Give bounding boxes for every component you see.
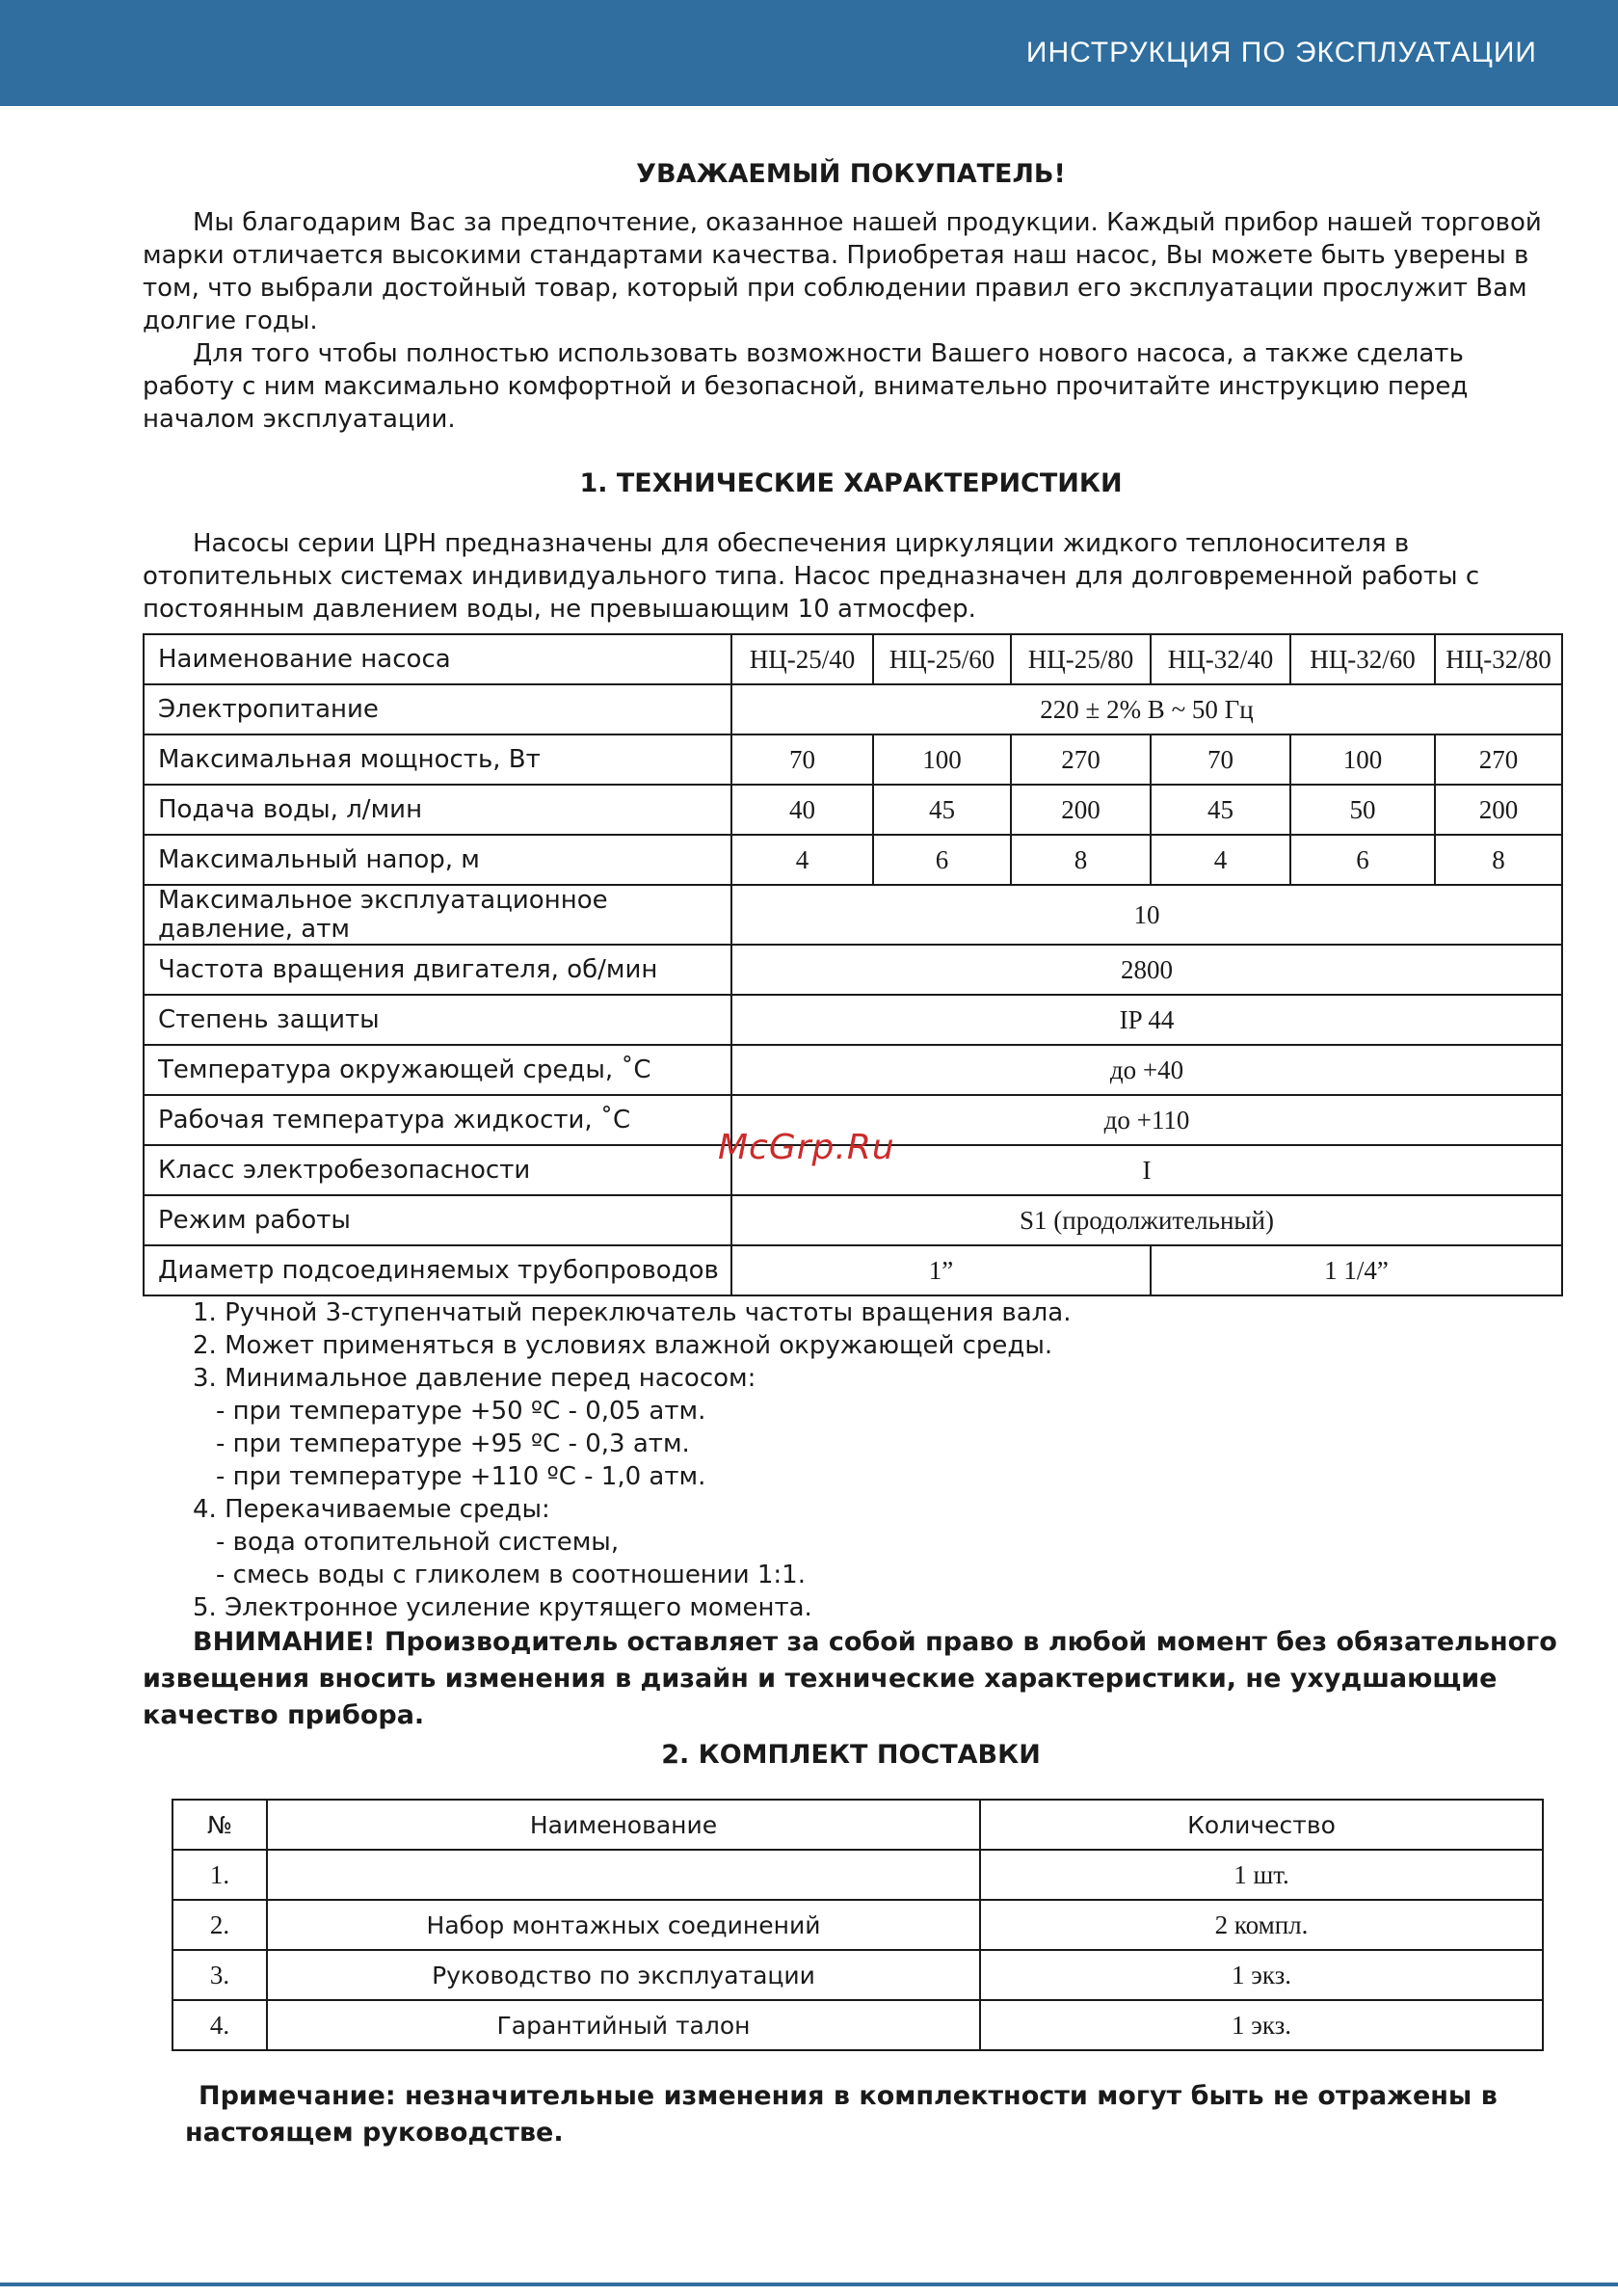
spec-value: 8 [1011, 835, 1151, 885]
header-bar [0, 0, 1618, 106]
note-subitem: - при температуре +110 ºС - 1,0 атм. [216, 1462, 706, 1491]
section-1-intro: Насосы серии ЦРН предназначены для обеспечения циркуляции жидкого теплоносителя в отопительных системах индивидуального типа. Насос предназначен для долговременной работы с постоянным давлением воды, не превышающим 10 атмосфер. [143, 529, 1480, 624]
kit-qty: 1 экз. [980, 2000, 1543, 2050]
spec-label: Максимальный напор, м [144, 835, 731, 885]
spec-value: I [731, 1145, 1562, 1195]
kit-row [172, 1900, 1543, 1950]
spec-label: Рабочая температура жидкости, ˚С [144, 1095, 731, 1145]
kit-name [267, 1850, 980, 1900]
spec-value: 40 [731, 785, 873, 835]
spec-value: 270 [1011, 734, 1151, 785]
spec-value: 270 [1435, 734, 1562, 785]
spec-row-flow [144, 785, 1562, 835]
spec-value: 1” [731, 1245, 1151, 1295]
spec-row-rpm [144, 945, 1562, 995]
spec-value: до +40 [731, 1045, 1562, 1095]
kit-header-num: № [172, 1800, 267, 1850]
greeting-paragraph-2: Для того чтобы полностью использовать возможности Вашего нового насоса, а также сделать работу с ним максимально комфортной и безопасной, внимательно прочитайте инструкцию перед началом эксплуатации. [143, 339, 1469, 434]
spec-table [143, 633, 1563, 1296]
spec-value: 8 [1435, 835, 1562, 885]
section-1-title: 1. ТЕХНИЧЕСКИЕ ХАРАКТЕРИСТИКИ [579, 468, 1123, 498]
kit-qty: 1 экз. [980, 1950, 1543, 2000]
spec-value: IP 44 [731, 995, 1562, 1045]
spec-value: 45 [873, 785, 1011, 835]
kit-row [172, 1850, 1543, 1900]
spec-label: Частота вращения двигателя, об/мин [144, 945, 731, 995]
spec-value: 4 [1151, 835, 1290, 885]
spec-label: Подача воды, л/мин [144, 785, 731, 835]
spec-value: S1 (продолжительный) [731, 1195, 1562, 1245]
spec-value: 50 [1290, 785, 1435, 835]
kit-header-qty: Количество [980, 1800, 1543, 1850]
spec-row-mode [144, 1195, 1562, 1245]
kit-header-name: Наименование [267, 1800, 980, 1850]
kit-qty: 2 компл. [980, 1900, 1543, 1950]
note-item: 4. Перекачиваемые среды: [193, 1495, 550, 1524]
spec-value: 70 [1151, 734, 1290, 785]
notes-list [143, 1296, 1559, 1624]
warning-paragraph: ВНИМАНИЕ! Производитель оставляет за собой право в любой момент без обязательного извещения вносить изменения в дизайн и технические характеристики, не ухудшающие качество прибора. [143, 1627, 1557, 1730]
kit-qty: 1 шт. [980, 1850, 1543, 1900]
spec-row-ambient-temp [144, 1045, 1562, 1095]
kit-row [172, 2000, 1543, 2050]
spec-value: 45 [1151, 785, 1290, 835]
model-name: НЦ-25/60 [873, 634, 1011, 684]
spec-label: Диаметр подсоединяемых трубопроводов [144, 1245, 731, 1295]
note-item: 2. Может применяться в условиях влажной окружающей среды. [193, 1331, 1053, 1360]
spec-value: до +110 [731, 1095, 1562, 1145]
note-subitem: - при температуре +50 ºС - 0,05 атм. [216, 1397, 706, 1426]
kit-row [172, 1950, 1543, 2000]
spec-value: 200 [1011, 785, 1151, 835]
spec-value: 6 [1290, 835, 1435, 885]
spec-value: 2800 [731, 945, 1562, 995]
kit-name: Руководство по эксплуатации [267, 1950, 980, 2000]
kit-num: 2. [172, 1900, 267, 1950]
spec-label: Максимальное эксплуатационное давление, атм [144, 885, 731, 945]
kit-header-row [172, 1800, 1543, 1850]
greeting-paragraph-1: Мы благодарим Вас за предпочтение, оказанное нашей продукции. Каждый прибор нашей торговой марки отличается высокими стандартами качества. Приобретая наш насос, Вы можете быть уверены в том, что выбрали достойный товар, который при соблюдении правил его эксплуатации прослужит Вам долгие годы. [143, 208, 1542, 335]
greeting-title: УВАЖАЕМЫЙ ПОКУПАТЕЛЬ! [636, 159, 1066, 189]
spec-value: 6 [873, 835, 1011, 885]
spec-row-ip [144, 995, 1562, 1045]
spec-value: 100 [1290, 734, 1435, 785]
kit-num: 3. [172, 1950, 267, 2000]
note-item: 5. Электронное усиление крутящего момента. [193, 1593, 812, 1622]
spec-label: Температура окружающей среды, ˚С [144, 1045, 731, 1095]
note-item: 1. Ручной 3-ступенчатый переключатель частоты вращения вала. [193, 1298, 1072, 1327]
spec-row-diameter [144, 1245, 1562, 1295]
watermark: McGrp.Ru [718, 1128, 895, 1167]
spec-label: Электропитание [144, 684, 731, 734]
spec-value: 4 [731, 835, 873, 885]
kit-num: 1. [172, 1850, 267, 1900]
kit-table [172, 1799, 1544, 2051]
spec-label: Степень защиты [144, 995, 731, 1045]
spec-row-power-supply [144, 684, 1562, 734]
note-subitem: - при температуре +95 ºС - 0,3 атм. [216, 1429, 690, 1458]
spec-row-max-power [144, 734, 1562, 785]
footer-line [0, 2283, 1618, 2286]
kit-name: Гарантийный талон [267, 2000, 980, 2050]
header-title: ИНСТРУКЦИЯ ПО ЭКСПЛУАТАЦИИ [1025, 37, 1537, 68]
spec-value: 10 [731, 885, 1562, 945]
model-name: НЦ-32/60 [1290, 634, 1435, 684]
kit-num: 4. [172, 2000, 267, 2050]
section-2-title: 2. КОМПЛЕКТ ПОСТАВКИ [661, 1740, 1041, 1770]
kit-note: Примечание: незначительные изменения в комплектности могут быть не отражены в настоящем руководстве. [185, 2081, 1498, 2148]
model-name: НЦ-32/80 [1435, 634, 1562, 684]
spec-row-pressure [144, 885, 1562, 945]
model-name: НЦ-25/80 [1011, 634, 1151, 684]
spec-value: 220 ± 2% В ~ 50 Гц [731, 684, 1562, 734]
spec-value: 70 [731, 734, 873, 785]
spec-row-head [144, 835, 1562, 885]
spec-row-model [144, 634, 1562, 684]
spec-label: Наименование насоса [144, 634, 731, 684]
spec-value: 1 1/4” [1151, 1245, 1562, 1295]
note-subitem: - вода отопительной системы, [216, 1528, 620, 1557]
note-item: 3. Минимальное давление перед насосом: [193, 1364, 756, 1393]
model-name: НЦ-32/40 [1151, 634, 1290, 684]
note-subitem: - смесь воды с гликолем в соотношении 1:1. [216, 1561, 806, 1589]
kit-name: Набор монтажных соединений [267, 1900, 980, 1950]
spec-value: 200 [1435, 785, 1562, 835]
spec-label: Класс электробезопасности [144, 1145, 731, 1195]
spec-label: Режим работы [144, 1195, 731, 1245]
spec-value: 100 [873, 734, 1011, 785]
spec-label: Максимальная мощность, Вт [144, 734, 731, 785]
model-name: НЦ-25/40 [731, 634, 873, 684]
